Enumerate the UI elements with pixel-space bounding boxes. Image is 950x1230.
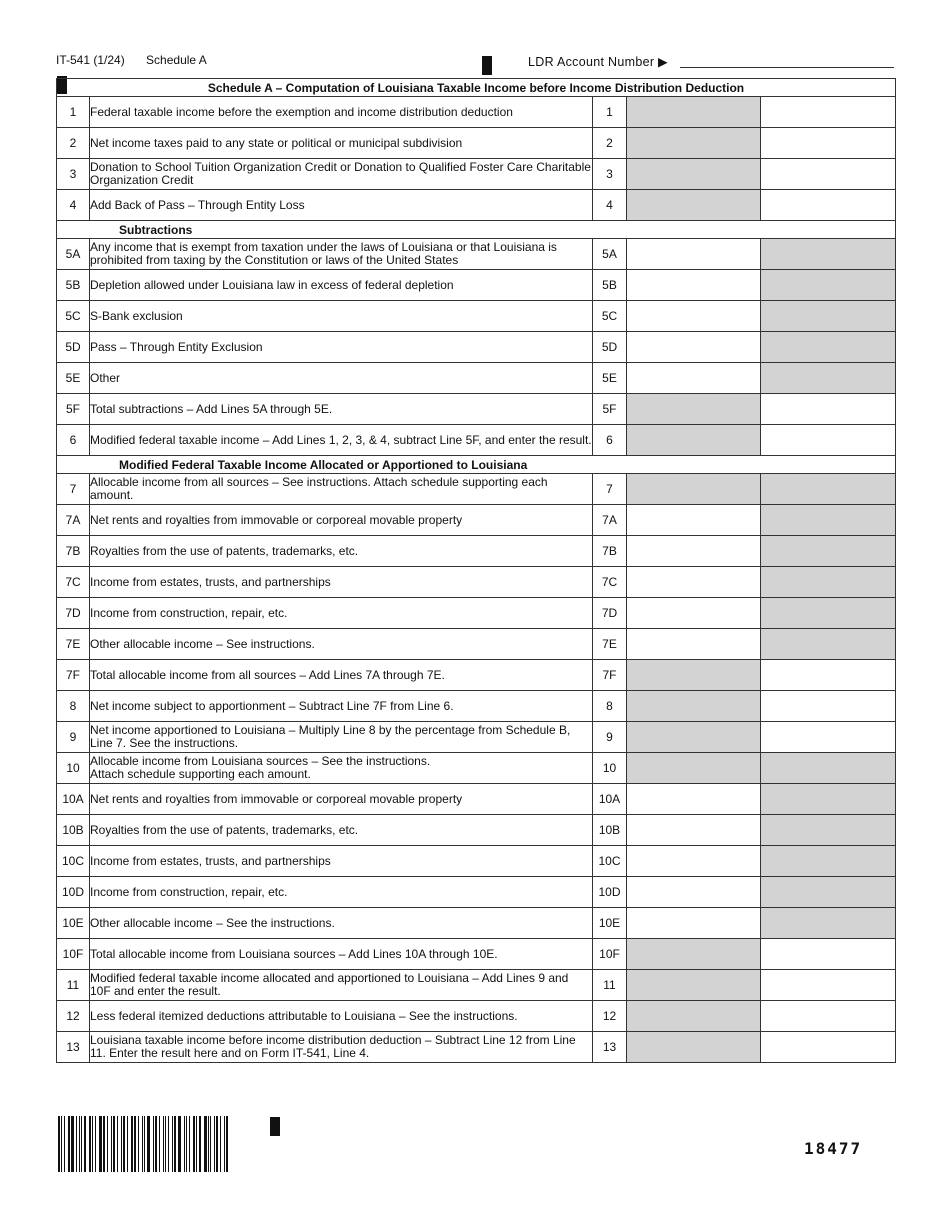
- line-row-7: [57, 474, 896, 505]
- line-number: 9: [57, 722, 90, 753]
- amount-field-left[interactable]: [627, 505, 761, 536]
- line-number: 7E: [57, 629, 90, 660]
- line-box-label: 5E: [593, 363, 627, 394]
- line-number: 5C: [57, 301, 90, 332]
- line-description: Net income subject to apportionment – Subtract Line 7F from Line 6.: [90, 691, 593, 722]
- line-number: 10E: [57, 908, 90, 939]
- amount-field-left: [627, 190, 761, 221]
- barcode-bar: [81, 1116, 82, 1172]
- line-description: Net income taxes paid to any state or political or municipal subdivision: [90, 128, 593, 159]
- line-number: 10B: [57, 815, 90, 846]
- line-box-label: 13: [593, 1032, 627, 1063]
- line-number: 13: [57, 1032, 90, 1063]
- line-description: Total allocable income from Louisiana sources – Add Lines 10A through 10E.: [90, 939, 593, 970]
- account-number-field[interactable]: [680, 67, 894, 68]
- line-description: Modified federal taxable income – Add Lines 1, 2, 3, & 4, subtract Line 5F, and enter the result.: [90, 425, 593, 456]
- amount-field-left[interactable]: [627, 908, 761, 939]
- barcode-bar: [163, 1116, 164, 1172]
- barcode-bar: [144, 1116, 145, 1172]
- amount-field-left: [627, 722, 761, 753]
- barcode-bar: [226, 1116, 228, 1172]
- line-number: 7F: [57, 660, 90, 691]
- amount-field-right: [761, 815, 896, 846]
- amount-field-left[interactable]: [627, 784, 761, 815]
- line-row-7c: [57, 567, 896, 598]
- barcode-bar: [147, 1116, 150, 1172]
- barcode-bar: [224, 1116, 225, 1172]
- line-box-label: 5F: [593, 394, 627, 425]
- line-number: 5B: [57, 270, 90, 301]
- amount-field-left: [627, 97, 761, 128]
- line-description: Income from construction, repair, etc.: [90, 598, 593, 629]
- line-row-1: [57, 97, 896, 128]
- line-number: 7D: [57, 598, 90, 629]
- barcode-bar: [165, 1116, 167, 1172]
- line-box-label: 10F: [593, 939, 627, 970]
- line-description: Louisiana taxable income before income distribution deduction – Subtract Line 12 from Line 11. Enter the result here and on Form IT-541, Line 4.: [90, 1032, 593, 1063]
- amount-field-right[interactable]: [761, 394, 896, 425]
- line-number: 4: [57, 190, 90, 221]
- line-row-5e: [57, 363, 896, 394]
- amount-field-right: [761, 536, 896, 567]
- line-number: 10: [57, 753, 90, 784]
- line-number: 2: [57, 128, 90, 159]
- amount-field-right[interactable]: [761, 660, 896, 691]
- registration-mark-bottom: [270, 1117, 280, 1136]
- line-description: Any income that is exempt from taxation under the laws of Louisiana or that Louisiana is prohibited from taxing by the Constitution or laws of the United States: [90, 239, 593, 270]
- line-row-13: [57, 1032, 896, 1063]
- barcode-bar: [196, 1116, 197, 1172]
- barcode-bar: [123, 1116, 126, 1172]
- line-row-5c: [57, 301, 896, 332]
- amount-field-left[interactable]: [627, 332, 761, 363]
- line-number: 10C: [57, 846, 90, 877]
- barcode-bar: [208, 1116, 209, 1172]
- line-number: 7: [57, 474, 90, 505]
- barcode-bar: [210, 1116, 211, 1172]
- line-description: Modified federal taxable income allocated and apportioned to Louisiana – Add Lines 9 and 10F and enter the result.: [90, 970, 593, 1001]
- line-number: 5F: [57, 394, 90, 425]
- amount-field-left[interactable]: [627, 301, 761, 332]
- section-row: [57, 456, 896, 474]
- barcode-bar: [68, 1116, 70, 1172]
- barcode-bar: [155, 1116, 157, 1172]
- section-heading: Subtractions: [57, 221, 896, 239]
- line-box-label: 10E: [593, 908, 627, 939]
- barcode-bar: [64, 1116, 65, 1172]
- amount-field-right: [761, 301, 896, 332]
- line-description: Pass – Through Entity Exclusion: [90, 332, 593, 363]
- line-row-5d: [57, 332, 896, 363]
- barcode-bar: [186, 1116, 187, 1172]
- line-box-label: 10A: [593, 784, 627, 815]
- line-description: Income from estates, trusts, and partnerships: [90, 567, 593, 598]
- line-number: 5D: [57, 332, 90, 363]
- barcode-bar: [99, 1116, 102, 1172]
- barcode-bar: [127, 1116, 128, 1172]
- line-box-label: 5A: [593, 239, 627, 270]
- line-box-label: 7A: [593, 505, 627, 536]
- line-box-label: 9: [593, 722, 627, 753]
- line-row-5f: [57, 394, 896, 425]
- barcode-bar: [220, 1116, 221, 1172]
- line-row-10: [57, 753, 896, 784]
- barcode-bar: [142, 1116, 143, 1172]
- line-number: 11: [57, 970, 90, 1001]
- line-row-10b: [57, 815, 896, 846]
- amount-field-right: [761, 908, 896, 939]
- line-row-9: [57, 722, 896, 753]
- line-box-label: 8: [593, 691, 627, 722]
- barcode-bar: [134, 1116, 136, 1172]
- amount-field-right: [761, 505, 896, 536]
- barcode-bar: [159, 1116, 160, 1172]
- line-box-label: 10B: [593, 815, 627, 846]
- line-row-6: [57, 425, 896, 456]
- barcode-bar: [111, 1116, 112, 1172]
- line-number: 7B: [57, 536, 90, 567]
- line-number: 8: [57, 691, 90, 722]
- amount-field-left: [627, 970, 761, 1001]
- amount-field-left: [627, 939, 761, 970]
- barcode-bar: [121, 1116, 122, 1172]
- barcode-bar: [138, 1116, 139, 1172]
- amount-field-left[interactable]: [627, 846, 761, 877]
- form-number: 18477: [804, 1139, 863, 1158]
- line-number: 12: [57, 1001, 90, 1032]
- line-description: Income from construction, repair, etc.: [90, 877, 593, 908]
- barcode-bar: [76, 1116, 77, 1172]
- line-description: Royalties from the use of patents, trademarks, etc.: [90, 536, 593, 567]
- amount-field-left[interactable]: [627, 598, 761, 629]
- line-description: Add Back of Pass – Through Entity Loss: [90, 190, 593, 221]
- barcode-bar: [189, 1116, 190, 1172]
- amount-field-right[interactable]: [761, 425, 896, 456]
- registration-mark-top: [482, 56, 492, 75]
- barcode-bar: [131, 1116, 133, 1172]
- line-box-label: 7D: [593, 598, 627, 629]
- amount-field-left: [627, 1001, 761, 1032]
- amount-field-left[interactable]: [627, 567, 761, 598]
- amount-field-right[interactable]: [761, 939, 896, 970]
- line-number: 7A: [57, 505, 90, 536]
- line-row-7b: [57, 536, 896, 567]
- line-description: Royalties from the use of patents, trademarks, etc.: [90, 815, 593, 846]
- account-number-label: LDR Account Number ▶: [528, 55, 668, 69]
- amount-field-left: [627, 128, 761, 159]
- amount-field-right: [761, 753, 896, 784]
- barcode-bar: [153, 1116, 154, 1172]
- amount-field-right[interactable]: [761, 190, 896, 221]
- barcode-bar: [199, 1116, 201, 1172]
- line-box-label: 7E: [593, 629, 627, 660]
- amount-field-left[interactable]: [627, 270, 761, 301]
- line-box-label: 1: [593, 97, 627, 128]
- line-description: Income from estates, trusts, and partnerships: [90, 846, 593, 877]
- line-description: S-Bank exclusion: [90, 301, 593, 332]
- line-row-2: [57, 128, 896, 159]
- barcode-bar: [103, 1116, 105, 1172]
- amount-field-left[interactable]: [627, 536, 761, 567]
- line-box-label: 10C: [593, 846, 627, 877]
- barcode-bar: [79, 1116, 80, 1172]
- line-row-11: [57, 970, 896, 1001]
- barcode-bar: [214, 1116, 215, 1172]
- amount-field-right: [761, 846, 896, 877]
- amount-field-left[interactable]: [627, 239, 761, 270]
- barcode-bar: [193, 1116, 195, 1172]
- line-box-label: 5C: [593, 301, 627, 332]
- amount-field-left: [627, 1032, 761, 1063]
- line-description: Total subtractions – Add Lines 5A through 5E.: [90, 394, 593, 425]
- amount-field-right: [761, 270, 896, 301]
- line-box-label: 10: [593, 753, 627, 784]
- line-box-label: 12: [593, 1001, 627, 1032]
- section-heading: Modified Federal Taxable Income Allocated or Apportioned to Louisiana: [57, 456, 896, 474]
- line-description: Less federal itemized deductions attributable to Louisiana – See the instructions.: [90, 1001, 593, 1032]
- line-description: Donation to School Tuition Organization Credit or Donation to Qualified Foster Care Charitable Organization Credit: [90, 159, 593, 190]
- line-box-label: 6: [593, 425, 627, 456]
- barcode-bar: [204, 1116, 207, 1172]
- line-description: Allocable income from all sources – See instructions. Attach schedule supporting each amount.: [90, 474, 593, 505]
- barcode-bar: [113, 1116, 115, 1172]
- barcode-bar: [216, 1116, 218, 1172]
- barcode-bar: [172, 1116, 173, 1172]
- line-row-8: [57, 691, 896, 722]
- amount-field-right[interactable]: [761, 128, 896, 159]
- line-description: Other allocable income – See instructions.: [90, 629, 593, 660]
- line-box-label: 2: [593, 128, 627, 159]
- schedule-title-row: [57, 79, 896, 97]
- line-description: Other: [90, 363, 593, 394]
- barcode-bar: [95, 1116, 96, 1172]
- amount-field-left: [627, 159, 761, 190]
- line-box-label: 3: [593, 159, 627, 190]
- barcode-bar: [168, 1116, 169, 1172]
- line-row-10e: [57, 908, 896, 939]
- amount-field-left: [627, 691, 761, 722]
- amount-field-left[interactable]: [627, 877, 761, 908]
- amount-field-left: [627, 425, 761, 456]
- amount-field-right[interactable]: [761, 1032, 896, 1063]
- line-box-label: 4: [593, 190, 627, 221]
- line-row-7e: [57, 629, 896, 660]
- barcode-bar: [184, 1116, 185, 1172]
- line-box-label: 5B: [593, 270, 627, 301]
- line-number: 5E: [57, 363, 90, 394]
- section-row: [57, 221, 896, 239]
- line-row-3: [57, 159, 896, 190]
- amount-field-right: [761, 567, 896, 598]
- amount-field-right: [761, 363, 896, 394]
- amount-field-right[interactable]: [761, 1001, 896, 1032]
- barcode-bar: [61, 1116, 62, 1172]
- line-description: Allocable income from Louisiana sources – See the instructions. Attach schedule supporting each amount.: [90, 753, 593, 784]
- line-box-label: 5D: [593, 332, 627, 363]
- line-number: 5A: [57, 239, 90, 270]
- line-row-10d: [57, 877, 896, 908]
- amount-field-right: [761, 332, 896, 363]
- schedule-title: Schedule A – Computation of Louisiana Taxable Income before Income Distribution Deduction: [57, 79, 896, 97]
- barcode-bar: [117, 1116, 118, 1172]
- line-row-12: [57, 1001, 896, 1032]
- amount-field-right: [761, 239, 896, 270]
- line-description: Federal taxable income before the exemption and income distribution deduction: [90, 97, 593, 128]
- line-number: 3: [57, 159, 90, 190]
- line-row-10c: [57, 846, 896, 877]
- amount-field-left: [627, 753, 761, 784]
- barcode-bar: [89, 1116, 91, 1172]
- amount-field-left: [627, 660, 761, 691]
- amount-field-right[interactable]: [761, 159, 896, 190]
- line-number: 1: [57, 97, 90, 128]
- line-row-10f: [57, 939, 896, 970]
- line-description: Net income apportioned to Louisiana – Multiply Line 8 by the percentage from Schedule B, Line 7. See the instructions.: [90, 722, 593, 753]
- line-box-label: 11: [593, 970, 627, 1001]
- form-id: IT-541 (1/24): [56, 53, 125, 67]
- line-number: 6: [57, 425, 90, 456]
- amount-field-right: [761, 877, 896, 908]
- barcode-bar: [58, 1116, 60, 1172]
- line-box-label: 7B: [593, 536, 627, 567]
- line-box-label: 10D: [593, 877, 627, 908]
- schedule-a-table: [56, 78, 896, 1063]
- line-description: Net rents and royalties from immovable or corporeal movable property: [90, 505, 593, 536]
- amount-field-right: [761, 598, 896, 629]
- amount-field-right[interactable]: [761, 691, 896, 722]
- line-row-5b: [57, 270, 896, 301]
- schedule-label: Schedule A: [146, 53, 207, 67]
- line-description: Total allocable income from all sources – Add Lines 7A through 7E.: [90, 660, 593, 691]
- amount-field-left: [627, 474, 761, 505]
- line-description: Other allocable income – See the instructions.: [90, 908, 593, 939]
- amount-field-right[interactable]: [761, 970, 896, 1001]
- amount-field-right[interactable]: [761, 722, 896, 753]
- line-box-label: 7: [593, 474, 627, 505]
- amount-field-left[interactable]: [627, 815, 761, 846]
- form-header: [56, 53, 225, 67]
- line-row-5a: [57, 239, 896, 270]
- line-row-7f: [57, 660, 896, 691]
- line-number: 10A: [57, 784, 90, 815]
- line-box-label: 7F: [593, 660, 627, 691]
- barcode-bar: [71, 1116, 74, 1172]
- barcode-bar: [174, 1116, 176, 1172]
- barcode-bar: [178, 1116, 181, 1172]
- line-number: 10F: [57, 939, 90, 970]
- amount-field-right: [761, 474, 896, 505]
- barcode: [58, 1116, 230, 1172]
- line-row-4: [57, 190, 896, 221]
- amount-field-left[interactable]: [627, 629, 761, 660]
- line-description: Depletion allowed under Louisiana law in excess of federal depletion: [90, 270, 593, 301]
- amount-field-left: [627, 394, 761, 425]
- line-box-label: 7C: [593, 567, 627, 598]
- line-row-10a: [57, 784, 896, 815]
- line-number: 7C: [57, 567, 90, 598]
- line-row-7d: [57, 598, 896, 629]
- barcode-bar: [92, 1116, 93, 1172]
- amount-field-left[interactable]: [627, 363, 761, 394]
- barcode-bar: [84, 1116, 86, 1172]
- barcode-bar: [107, 1116, 108, 1172]
- line-row-7a: [57, 505, 896, 536]
- line-number: 10D: [57, 877, 90, 908]
- amount-field-right: [761, 629, 896, 660]
- amount-field-right[interactable]: [761, 97, 896, 128]
- amount-field-right: [761, 784, 896, 815]
- line-description: Net rents and royalties from immovable or corporeal movable property: [90, 784, 593, 815]
